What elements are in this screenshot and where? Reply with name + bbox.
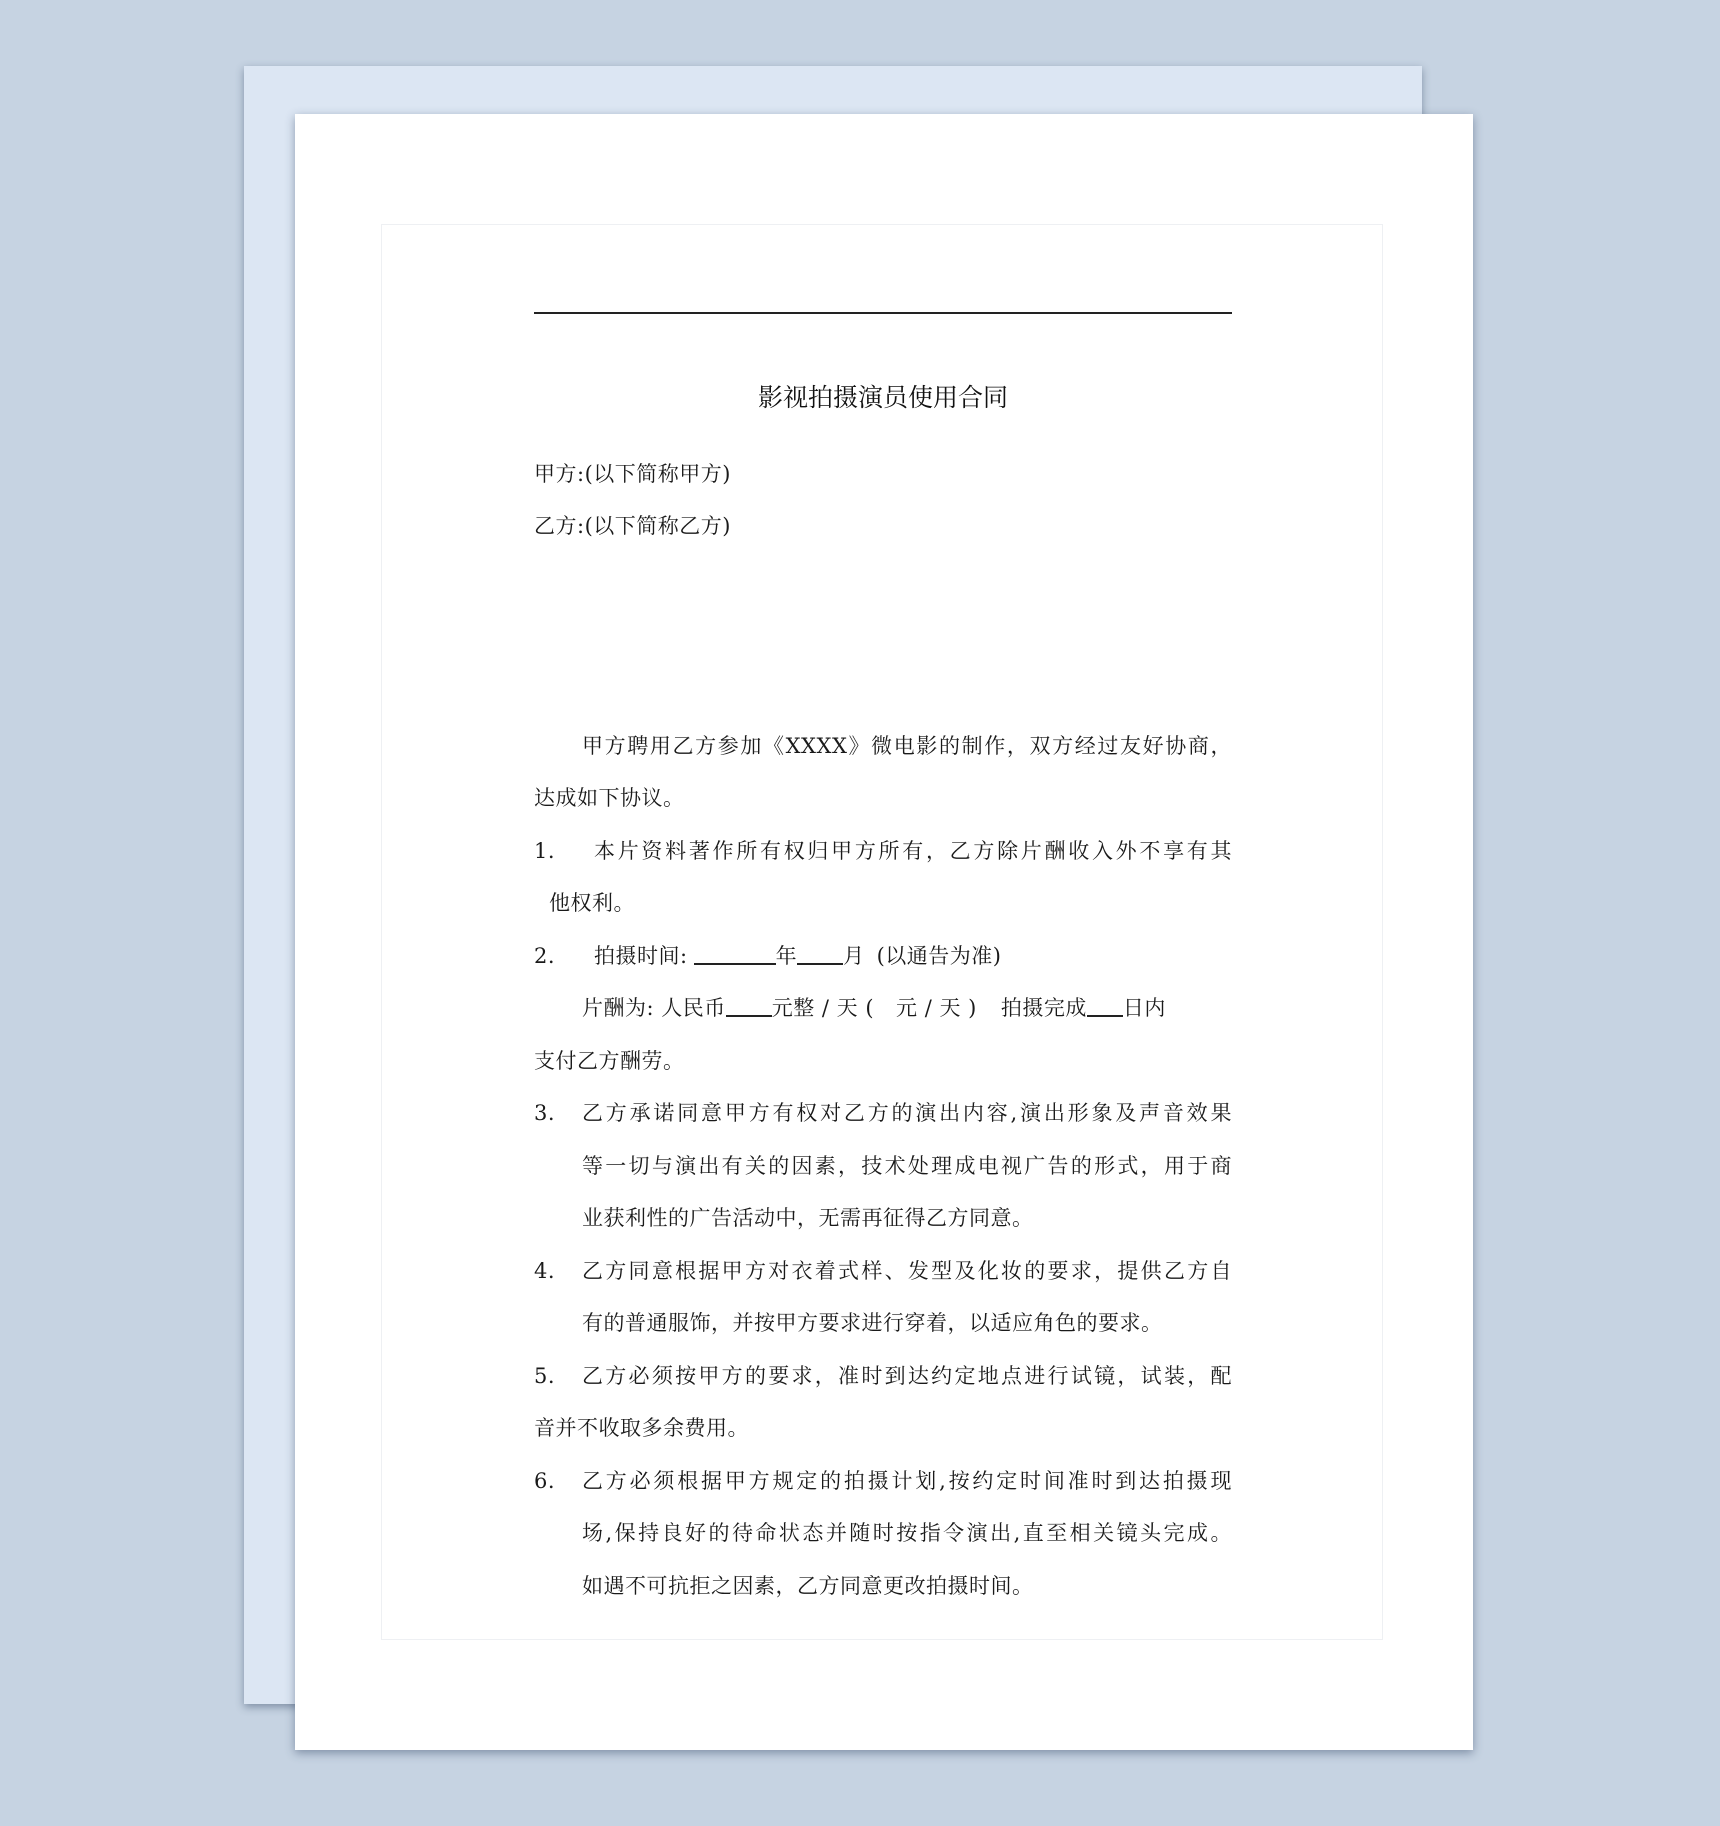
clause-3-line-3: 业获利性的广告活动中，无需再征得乙方同意。 <box>582 1206 1034 1230</box>
clause-1-line-1: 本片资料著作所有权归甲方所有，乙方除片酬收入外不享有其 <box>594 839 1232 863</box>
clause-6-line-1: 乙方必须根据甲方规定的拍摄计划,按约定时间准时到达拍摄现 <box>582 1469 1232 1493</box>
page-margin-frame <box>381 224 1383 1640</box>
fee-amount-blank[interactable] <box>726 993 772 1017</box>
clause-3-number: 3. <box>534 1101 556 1125</box>
party-b-line: 乙方:(以下简称乙方) <box>534 514 731 538</box>
fee-unit: 元整 / 天 ( <box>771 996 875 1020</box>
finish-suffix: 日内 <box>1122 996 1166 1020</box>
clause-5-number: 5. <box>534 1364 556 1388</box>
shoot-time-note: (以通告为准) <box>876 944 1002 968</box>
clause-6-line-3: 如遇不可抗拒之因素，乙方同意更改拍摄时间。 <box>582 1574 1034 1598</box>
clause-1-number: 1. <box>534 839 556 863</box>
clause-5-line-1: 乙方必须按甲方的要求，准时到达约定地点进行试镜，试装，配 <box>582 1364 1232 1388</box>
finish-label: 拍摄完成 <box>1000 996 1087 1020</box>
clause-3-line-1: 乙方承诺同意甲方有权对乙方的演出内容,演出形象及声音效果 <box>582 1101 1232 1125</box>
month-blank[interactable] <box>797 941 843 965</box>
clause-4-number: 4. <box>534 1259 556 1283</box>
clause-6-line-2: 场,保持良好的待命状态并随时按指令演出,直至相关镜头完成。 <box>582 1521 1232 1545</box>
clause-6-number: 6. <box>534 1469 556 1493</box>
clause-4-line-2: 有的普通服饰，并按甲方要求进行穿着，以适应角色的要求。 <box>582 1311 1163 1335</box>
clause-4-line-1: 乙方同意根据甲方对衣着式样、发型及化妆的要求，提供乙方自 <box>582 1259 1232 1283</box>
intro-line-2: 达成如下协议。 <box>534 786 685 810</box>
clause-2-shoot-time <box>594 938 1001 974</box>
shoot-time-label: 拍摄时间: <box>594 944 688 968</box>
clause-5-line-2: 音并不收取多余费用。 <box>534 1416 749 1440</box>
document-title: 影视拍摄演员使用合同 <box>757 383 1008 412</box>
party-a-line: 甲方:(以下简称甲方) <box>534 462 731 486</box>
finish-days-blank[interactable] <box>1087 993 1123 1017</box>
clause-2-pay-line: 支付乙方酬劳。 <box>534 1049 685 1073</box>
clause-3-line-2: 等一切与演出有关的因素，技术处理成电视广告的形式，用于商 <box>582 1154 1232 1178</box>
fee-label: 片酬为: 人民币 <box>582 996 726 1020</box>
document-page <box>295 114 1473 1750</box>
month-label: 月 <box>843 944 865 968</box>
fee-unit-secondary: 元 / 天 ) <box>896 996 977 1020</box>
year-blank[interactable] <box>694 941 776 965</box>
clause-2-number: 2. <box>534 944 556 968</box>
intro-line-1: 甲方聘用乙方参加《XXXX》微电影的制作，双方经过友好协商， <box>582 734 1232 758</box>
clause-1-line-2: 他权利。 <box>549 891 635 915</box>
year-label: 年 <box>775 944 798 968</box>
clause-2-fee-line <box>582 990 1232 1026</box>
header-rule <box>534 312 1232 314</box>
